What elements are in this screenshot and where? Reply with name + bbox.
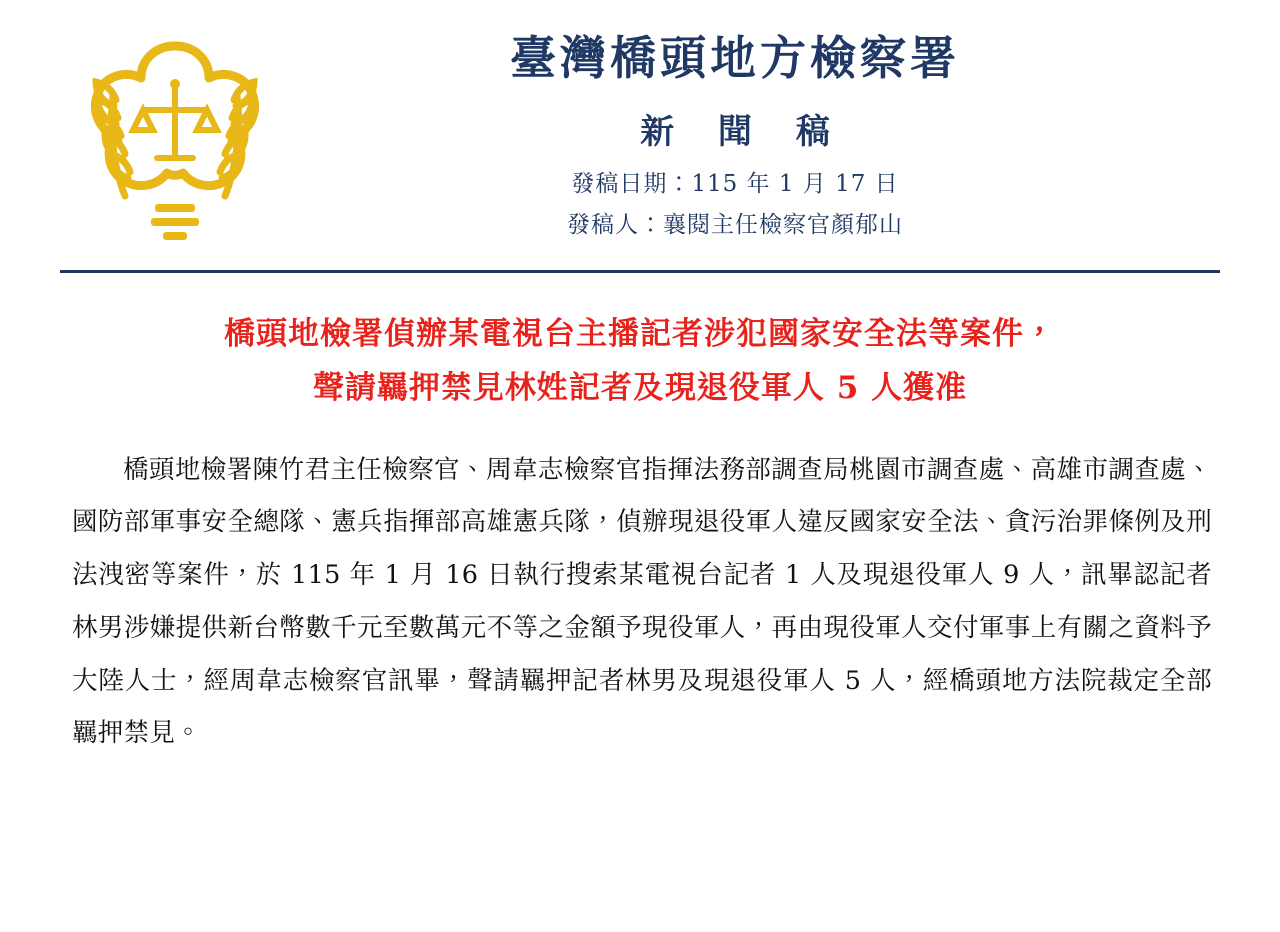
issuer: 發稿人：襄閱主任檢察官顏郁山: [567, 211, 903, 238]
prosecutors-office-emblem-icon: [69, 26, 281, 248]
emblem-container: [60, 18, 290, 248]
issue-date: 發稿日期：115 年 1 月 17 日: [571, 170, 899, 197]
organization-title: 臺灣橋頭地方檢察署: [510, 31, 960, 85]
body-text: [72, 444, 1212, 761]
headline-line-1: 橋頭地檢署偵辦某電視台主播記者涉犯國家安全法等案件，: [224, 316, 1056, 352]
headline: [64, 307, 1216, 416]
headline-line-2: 聲請羈押禁見林姓記者及現退役軍人 5 人獲准: [312, 370, 968, 407]
body-paragraph: 橋頭地檢署陳竹君主任檢察官、周韋志檢察官指揮法務部調查局桃園市調查處、高雄市調查處、國防部軍事安全總隊、憲兵指揮部高雄憲兵隊，偵辦現退役軍人違反國家安全法、貪污治罪條例及刑法洩密等案件，於 115 年 1 月 16 日執行搜索某電視台記者 1 人及現退役軍人 9 人，訊畢認記者林男涉嫌提供新台幣數千元至數萬元不等之金額予現役軍人，再由現役軍人交付軍事上有關之資料予大陸人士，經周韋志檢察官訊畢，聲請羈押記者林男及現退役軍人 5 人，經橋頭地方法院裁定全部羈押禁見。: [72, 454, 1212, 749]
document-kind: 新 聞 稿: [640, 111, 846, 152]
header-text-block: [290, 18, 1220, 239]
document-header: [0, 0, 1280, 248]
header-divider: [60, 270, 1220, 273]
